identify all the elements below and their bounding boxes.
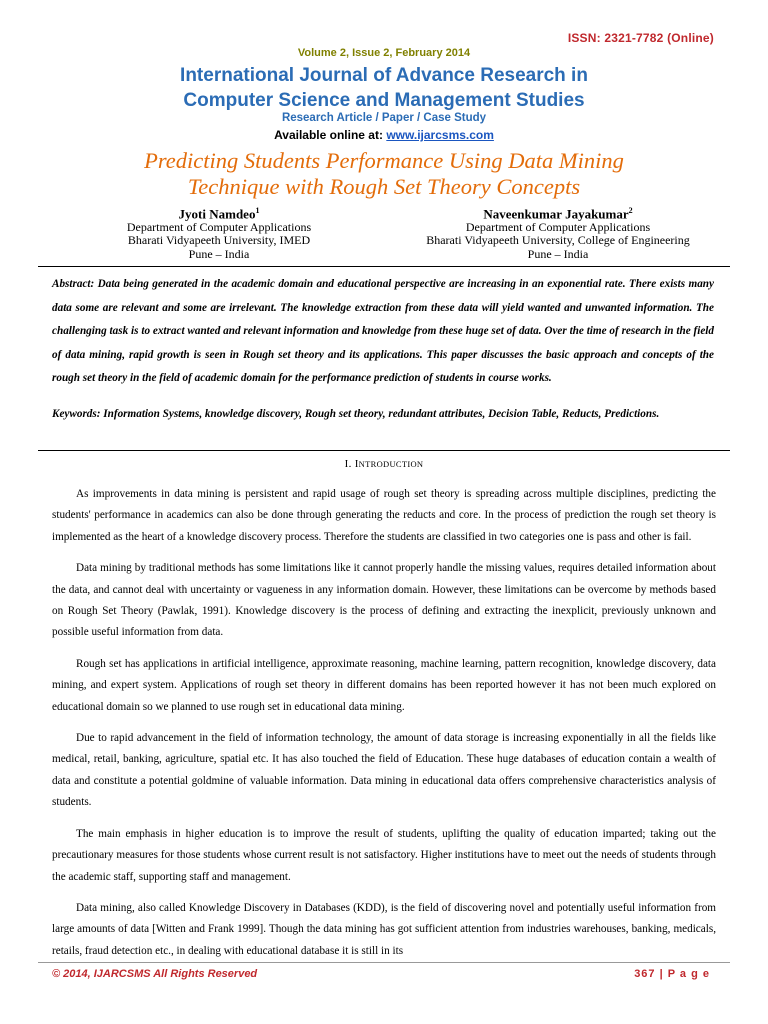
paper-title-line1: Predicting Students Performance Using Data Mining [144, 148, 624, 173]
paper-title-line2: Technique with Rough Set Theory Concepts [187, 174, 581, 199]
paragraph: Data mining, also called Knowledge Discovery in Databases (KDD), is the field of discovering novel and potentially useful information from large amounts of data [Witten and Frank 1999]. Though the data mining has got sufficient attention from industries warehouses, banking, medicals, retails, fraud detection etc., in dealing with educational database it is still in its [52, 901, 716, 957]
paragraph: Data mining by traditional methods has some limitations like it cannot properly handle the missing values, requires detailed information about the data, and cannot deal with uncertainty or vagueness in any information domain. However, these limitations can be overcome by methods based on Rough Set Theory (Pawlak, 1991). Knowledge discovery is the process of defining and extracting the inexplicit, previously unknown and possible useful information from data. [52, 562, 716, 639]
author-location: Pune – India [188, 246, 250, 261]
journal-title-line2: Computer Science and Management Studies [183, 90, 585, 111]
journal-title-line1: International Journal of Advance Research in [180, 65, 588, 86]
author-location: Pune – India [527, 246, 589, 261]
paragraph: The main emphasis in higher education is to improve the result of students, uplifting the quality of education imparted; taking out the precautionary measures for those students whose current result is not satisfactory. Higher institutions have to meet out the needs of students through the academic staff, supporting staff and management. [52, 827, 716, 883]
author-block-2 [408, 204, 708, 261]
author-name: Jyoti Namdeo$^1$ [178, 206, 260, 222]
author-department: Department of Computer Applications [465, 219, 651, 234]
abstract: Abstract: Data being generated in the academic domain and educational perspective are increasing in an exponential rate. There exists many data some are relevant and some are irrelevant. The knowledge extraction from these data will yield wanted and unwanted information. The challenging task is to extract wanted and relevant information and knowledge from these huge set of data. Over the time of research in the field of data mining, rapid growth is seen in Rough set theory and its applications. This paper discusses the basic approach and concepts of the rough set theory in the field of academic domain for the performance prediction of students in course works. [52, 278, 714, 384]
journal-website-link[interactable]: www.ijarcsms.com [386, 128, 494, 142]
keywords: Keywords: Information Systems, knowledge discovery, Rough set theory, redundant attributes, Decision Table, Reducts, Predictions. [52, 408, 660, 420]
journal-title [0, 63, 768, 113]
section-heading: I. INTRODUCTION [344, 458, 424, 470]
paper-title [0, 148, 768, 200]
available-online [0, 128, 768, 142]
author-block-1 [90, 204, 348, 261]
abstract-top-rule [38, 266, 730, 267]
issn-label: ISSN: 2321-7782 (Online) [567, 31, 714, 45]
author-department: Department of Computer Applications [126, 219, 312, 234]
body-text [52, 484, 716, 972]
abstract-bottom-rule [38, 450, 730, 451]
footer-rule [38, 962, 730, 963]
page-number: 367 | P a g e [634, 968, 710, 980]
volume-issue: Volume 2, Issue 2, February 2014 [297, 47, 471, 59]
paragraph: Rough set has applications in artificial intelligence, approximate reasoning, machine learning, pattern recognition, knowledge discovery, data mining, and expert system. Applications of rough set theory in different domains has been reported however it has not been much explored on educational domain so we planned to use rough set in educational data mining. [52, 657, 716, 713]
author-name: Naveenkumar Jayakumar$^2$ [483, 206, 633, 222]
author-affiliation: Bharati Vidyapeeth University, College of Engineering [426, 233, 690, 248]
article-type: Research Article / Paper / Case Study [281, 112, 487, 124]
available-prefix: Available online at: [274, 128, 387, 142]
paragraph: As improvements in data mining is persistent and rapid usage of rough set theory is spreading across multiple disciplines, predicting the students' performance in academics can also be done through generating the reducts and core. In the process of prediction the rough set theory is implemented as the heart of a knowledge discovery process. Therefore the students are classified in two categories one is pass and other is fail. [52, 488, 716, 543]
paragraph: Due to rapid advancement in the field of information technology, the amount of data storage is increasing exponentially in all the fields like medical, retail, banking, agriculture, spatial etc. It has also touched the field of Education. These huge databases of education contain a wealth of data and constitute a potential goldmine of valuable information. Data mining in educational data offers comprehensive characteristics analysis of students. [52, 732, 716, 809]
footer-copyright: © 2014, IJARCSMS All Rights Reserved [52, 968, 258, 980]
author-affiliation: Bharati Vidyapeeth University, IMED [127, 233, 311, 248]
